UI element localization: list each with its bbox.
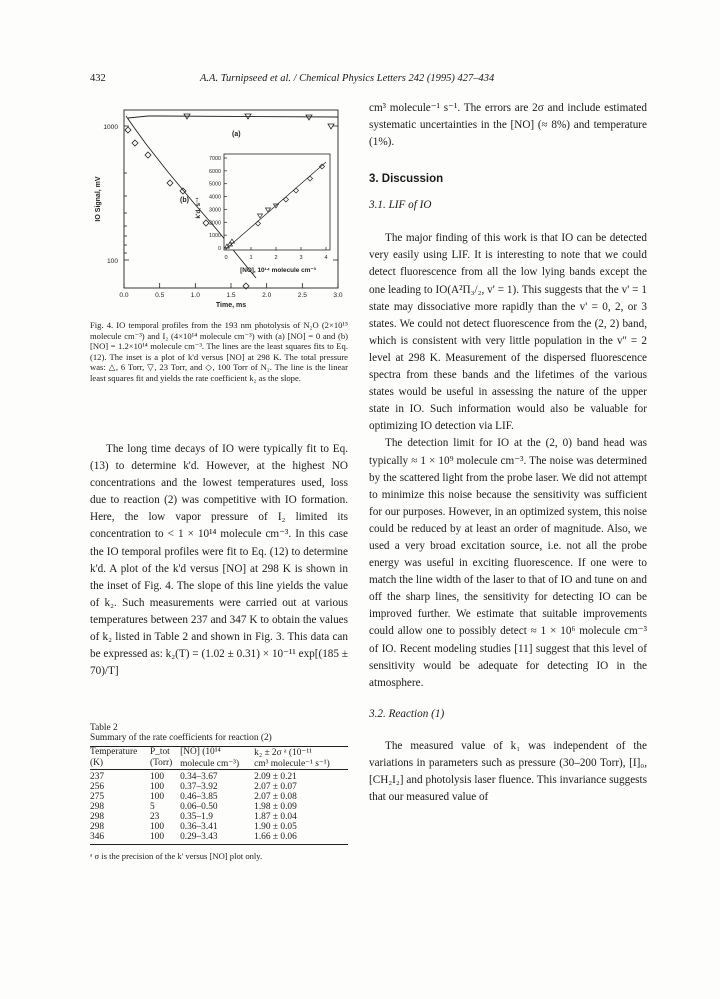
table-cell: 1.90 ± 0.05 — [254, 822, 297, 832]
table-row — [90, 832, 348, 842]
table-header: Temperature — [90, 747, 138, 757]
inset-y-tick-label: 7000 — [209, 156, 221, 162]
table-cell: 0.37–3.92 — [180, 782, 218, 792]
figure-caption: Fig. 4. IO temporal profiles from the 193 nm photolysis of N₂O (2×10¹⁵ molecule cm⁻³) and I₂ (4×10¹⁴ molecule cm⁻³) with (a) [NO] = 0 and (b) [NO] = 1.2×10¹⁴ molecule cm⁻³. The lines are the least squares fits to Eq. (12). The inset is a plot of k'd versus [NO] at 298 K. The total pressure was: △, 6 Torr, ▽, 23 Torr, and ◇, 100 Torr of N₂. The line is the linear least squares fit and yields the rate coefficient k₂ as the slope. — [90, 320, 348, 383]
x-axis-label: Time, ms — [215, 302, 247, 309]
table-cell: 1.98 ± 0.09 — [254, 802, 297, 812]
inset-y-tick-label: 0 — [218, 246, 221, 252]
table-cell: 23 — [149, 812, 160, 822]
inset-x-tick-label: 3 — [299, 255, 303, 261]
table-title: Summary of the rate coefficients for reaction (2) — [90, 733, 272, 743]
table-cell: 100 — [149, 832, 165, 842]
panel-a-label: (a) — [232, 131, 241, 138]
table-cell: 0.46–3.85 — [180, 792, 218, 802]
figure-4 — [88, 96, 350, 310]
inset-y-tick-label: 1000 — [209, 233, 221, 240]
table-cell: 0.36–3.41 — [180, 822, 218, 832]
inset-y-tick-label: 5000 — [209, 181, 221, 188]
section-heading: 3. Discussion — [369, 173, 444, 186]
table-footnote: ᵃ σ is the precision of the k' versus [NO] plot only. — [90, 851, 263, 861]
right-column — [369, 100, 647, 806]
table-row — [90, 822, 348, 832]
table-cell: 346 — [90, 832, 105, 842]
table-cell: 298 — [90, 812, 105, 822]
table-cell: 0.34–3.67 — [180, 772, 218, 782]
table-row — [90, 770, 348, 783]
table-header: P_tot — [149, 747, 170, 757]
x-tick-label: 0.5 — [155, 292, 165, 299]
table-header: (K) — [90, 758, 104, 768]
table-row — [90, 812, 348, 822]
table-cell: 298 — [90, 822, 105, 832]
table-cell: 256 — [90, 782, 105, 792]
table-2 — [90, 723, 348, 861]
table-cell: 100 — [149, 822, 165, 832]
x-tick-label: 1.0 — [190, 292, 200, 299]
running-head: A.A. Turnipseed et al. / Chemical Physics Letters 242 (1995) 427–434 — [200, 73, 495, 84]
table-cell: 0.35–1.9 — [180, 812, 213, 822]
table-cell: 0.06–0.50 — [180, 802, 218, 812]
table-cell: 0.29–3.43 — [180, 832, 218, 842]
table-header: cm³ molecule⁻¹ s⁻¹) — [254, 759, 330, 769]
body-paragraph: The major finding of this work is that IO can be detected very easily using LIF. It is interesting to note that we could detect fluorescence from all the low lying bands except the one leading to IO(A²Π₃/₂, v' = 1). This suggests that the v' = 1 state may dissociative more rapidly than the v' = 0, 2, or 3 states. We could not detect fluorescence from the (2, 2) band, which is consistent with very little population in the v'' = 2 level at 298 K. Measurement of the dispersed fluorescence spectra from these bands and the lifetimes of the various states would be useful in assessing the nature of the upper state in IO. Such information would also be valuable for optimizing IO detection via LIF. — [369, 232, 647, 433]
inset-y-tick-label: 6000 — [209, 168, 221, 175]
body-paragraph: cm³ molecule⁻¹ s⁻¹. The errors are 2σ and include estimated systematic uncertainties in the [NO] (≈ 8%) and temperature (1%). — [369, 102, 647, 149]
x-tick-label: 0.0 — [119, 292, 129, 299]
table-cell: 1.66 ± 0.06 — [254, 832, 297, 842]
body-paragraph: The measured value of k₁ was independent of the variations in parameters such as pressure (30–200 Torr), [I]₀, [CH₂I₂] and photolysis laser fluence. This invariance suggests that our measured value of — [369, 739, 647, 804]
table-cell: 100 — [149, 792, 165, 802]
table-cell: 2.07 ± 0.07 — [254, 782, 297, 792]
table-header: k₂ ± 2σ ᵃ (10⁻¹¹ — [254, 748, 312, 758]
table-cell: 1.87 ± 0.04 — [254, 812, 297, 822]
page-number: 432 — [90, 73, 106, 84]
y-tick-label: 1000 — [103, 124, 118, 131]
x-tick-label: 1.5 — [226, 292, 236, 299]
table-row — [90, 792, 348, 802]
body-paragraph: The detection limit for IO at the (2, 0) band head was typically ≈ 1 × 10⁹ molecule cm⁻³. The noise was determined by the scattered light from the probe laser. We did not attempt to minimize this noise because the sensitivity was sufficient for our purposes. However, in an optimized system, this noise could be reduced by at least an order of magnitude. Also, we used a very broad excitation source, i.e. not all the probe energy was useful in exciting fluorescence. If one were to match the line width of the laser to that of IO and tune on and off the sharp lines, the sensitivity for detecting IO can be improved further. We estimate that suitable improvements could allow one to possibly detect ≈ 1 × 10⁶ molecule cm⁻³ of IO. Recent modeling studies [11] suggest that this level of sensitivity would be adequate for detecting IO in the atmosphere. — [369, 437, 647, 689]
table-header: molecule cm⁻³) — [180, 759, 240, 769]
inset-x-tick-label: 2 — [274, 255, 278, 261]
body-paragraph: The long time decays of IO were typically fit to Eq. (13) to determine k'd. However, at the highest NO concentrations and the lowest temperatures used, loss due to reaction (2) was competitive with IO formation. Here, the low vapor pressure of I₂ limited its concentration to < 1 × 10¹⁴ molecule cm⁻³. In this case the IO temporal profiles were fit to Eq. (12) to determine k'd. A plot of the k'd versus [NO] at 298 K is shown in the inset of Fig. 4. The slope of this line yields the value of k₂. Such measurements were carried out at various temperatures between 237 and 347 K to obtain the values of k₂ listed in Table 2 and shown in Fig. 3. This data can be expressed as: k₂(T) = (1.02 ± 0.31) × 10⁻¹¹ exp[(185 ± 70)/T] — [90, 443, 348, 678]
x-tick-label: 2.5 — [297, 292, 307, 299]
inset-x-tick-label: 0 — [224, 255, 228, 261]
subsection-heading: 3.1. LIF of IO — [369, 199, 432, 212]
table-cell: 2.09 ± 0.21 — [254, 772, 297, 782]
table-row — [90, 782, 348, 792]
table-cell: 100 — [149, 782, 165, 792]
table-cell: 298 — [90, 802, 105, 812]
table-label: Table 2 — [90, 723, 118, 733]
table-cell: 275 — [90, 792, 105, 802]
table-cell: 100 — [149, 772, 165, 782]
table-header: [NO] (10¹⁴ — [180, 747, 221, 757]
x-tick-label: 2.0 — [262, 292, 272, 299]
table-cell: 5 — [149, 802, 155, 812]
inset-frame — [224, 154, 330, 250]
y-tick-label: 100 — [106, 258, 118, 265]
y-axis-label: IO Signal, mV — [95, 176, 102, 222]
inset-x-tick-label: 4 — [324, 255, 328, 261]
panel-b-label: (b) — [180, 197, 189, 204]
table-cell: 2.07 ± 0.08 — [254, 792, 297, 802]
x-tick-label: 3.0 — [333, 292, 343, 299]
table-header: (Torr) — [149, 758, 173, 768]
rate-table — [90, 746, 348, 842]
inset-y-tick-label: 2000 — [209, 220, 221, 227]
inset-y-tick-label: 4000 — [209, 194, 221, 201]
table-cell: 237 — [90, 772, 105, 782]
table-row — [90, 802, 348, 812]
inset-x-tick-label: 1 — [249, 255, 253, 261]
inset-x-label: [NO], 10¹⁴ molecule cm⁻³ — [240, 267, 316, 274]
subsection-heading: 3.2. Reaction (1) — [369, 707, 445, 720]
inset-y-tick-label: 3000 — [209, 207, 221, 214]
inset-y-label: k'd, s⁻¹ — [195, 197, 202, 219]
